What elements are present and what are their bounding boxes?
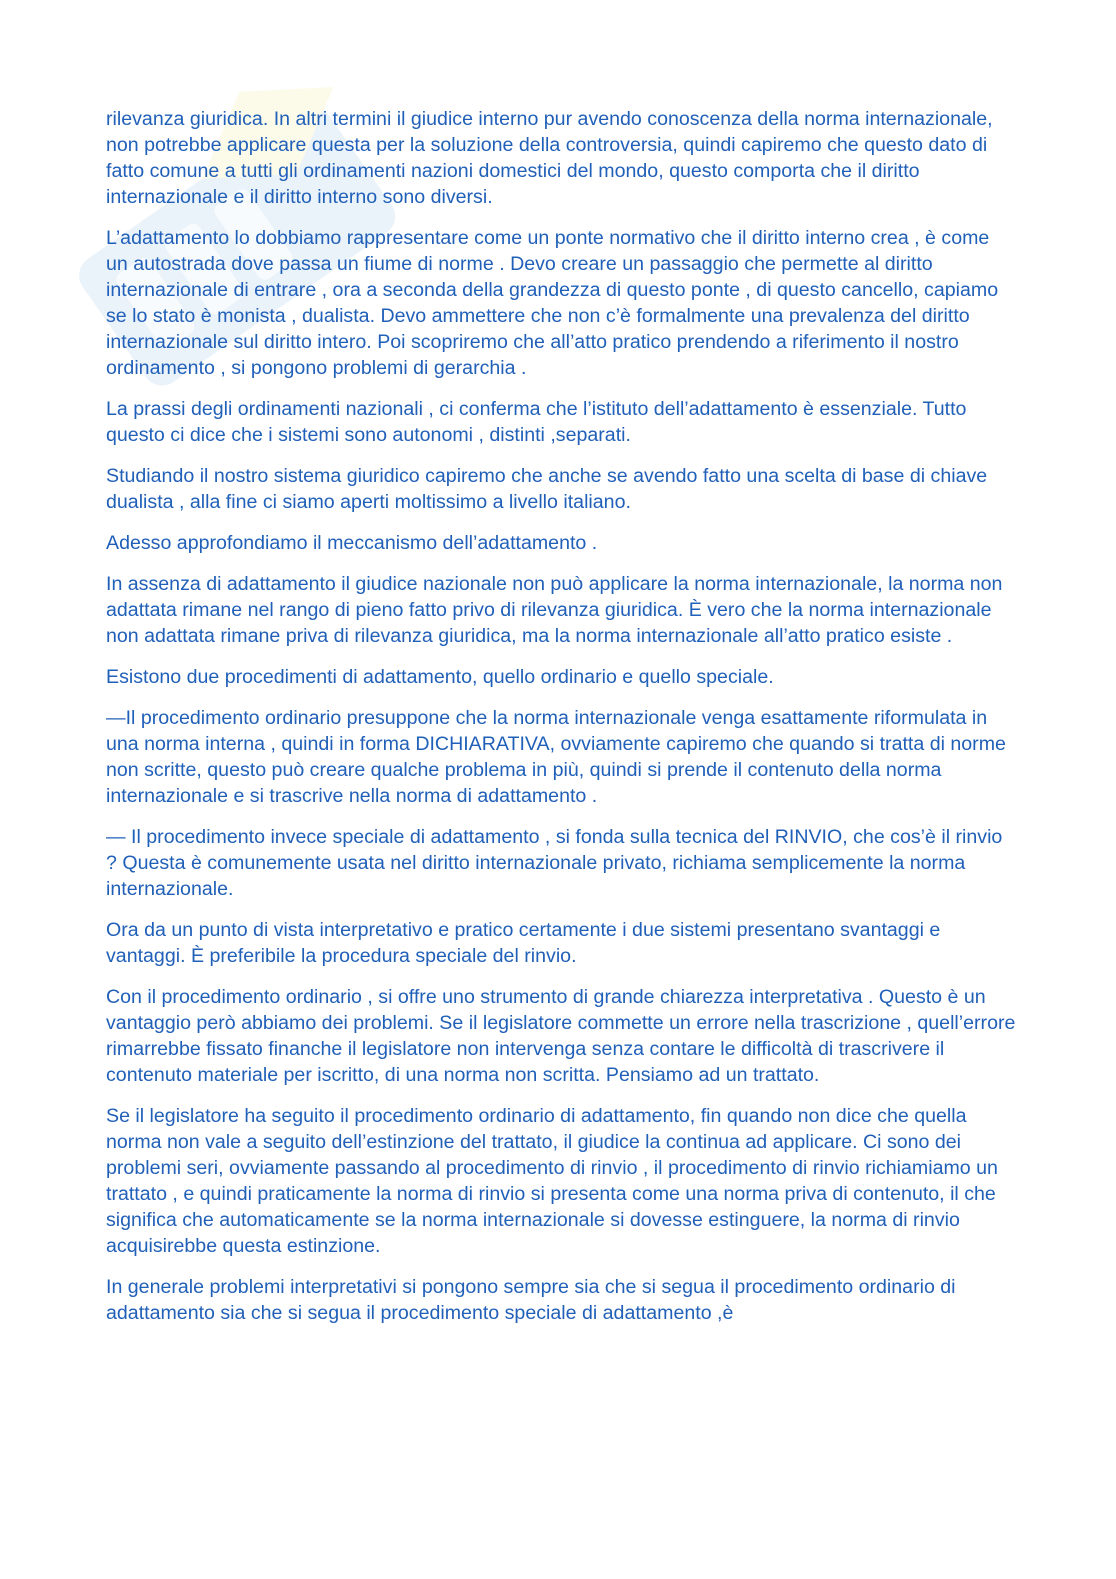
paragraph: Adesso approfondiamo il meccanismo dell’adattamento .: [106, 532, 598, 554]
paragraph: In generale problemi interpretativi si pongono sempre sia che si segua il procedimento ordinario di adattamento sia che si segua il procedimento speciale di adattamento ,è: [106, 1276, 956, 1324]
paragraph: Studiando il nostro sistema giuridico capiremo che anche se avendo fatto una scelta di base di chiave dualista , alla fine ci siamo aperti moltissimo a livello italiano.: [106, 465, 988, 513]
paragraph: rilevanza giuridica. In altri termini il giudice interno pur avendo conoscenza della norma internazionale, non potrebbe applicare questa per la soluzione della controversia, quindi capiremo che questo dato di fatto comune a tutti gli ordinamenti nazioni domestici del mondo, questo comporta che il diritto internazionale e il diritto interno sono diversi.: [106, 108, 993, 208]
paragraph: Se il legislatore ha seguito il procedimento ordinario di adattamento, fin quando non dice che quella norma non vale a seguito dell’estinzione del trattato, il giudice la continua ad applicare. Ci sono dei problemi seri, ovviamente passando al procedimento di rinvio , il procedimento di rinvio richiamiamo un trattato , e quindi praticamente la norma di rinvio si presenta come una norma priva di contenuto, il che significa che automaticamente se la norma internazionale si dovesse estinguere, la norma di rinvio acquisirebbe questa estinzione.: [106, 1105, 998, 1257]
paragraph: La prassi degli ordinamenti nazionali , ci conferma che l’istituto dell’adattamento è essenziale. Tutto questo ci dice che i sistemi sono autonomi , distinti ,separati.: [106, 398, 967, 446]
document-body: [106, 106, 1016, 1341]
paragraph: —Il procedimento ordinario presuppone che la norma internazionale venga esattamente riformulata in una norma interna , quindi in forma DICHIARATIVA, ovviamente capiremo che quando si tratta di norme non scritte, questo può creare qualche problema in più, quindi si prende il contenuto della norma internazionale e si trascrive nella norma di adattamento .: [106, 707, 1006, 807]
paragraph: Ora da un punto di vista interpretativo e pratico certamente i due sistemi presentano svantaggi e vantaggi. È preferibile la procedura speciale del rinvio.: [106, 919, 941, 967]
paragraph: — Il procedimento invece speciale di adattamento , si fonda sulla tecnica del RINVIO, che cos’è il rinvio ? Questa è comunemente usata nel diritto internazionale privato, richiama semplicemente la norma internazionale.: [106, 826, 1003, 900]
paragraph: Con il procedimento ordinario , si offre uno strumento di grande chiarezza interpretativa . Questo è un vantaggio però abbiamo dei problemi. Se il legislatore commette un errore nella trascrizione , quell’errore rimarrebbe fissato finanche il legislatore non intervenga senza contare le difficoltà di trascrivere il contenuto materiale per iscritto, di una norma non scritta. Pensiamo ad un trattato.: [106, 986, 1016, 1086]
paragraph: Esistono due procedimenti di adattamento, quello ordinario e quello speciale.: [106, 666, 774, 688]
paragraph: In assenza di adattamento il giudice nazionale non può applicare la norma internazionale, la norma non adattata rimane nel rango di pieno fatto privo di rilevanza giuridica. È vero che la norma internazionale non adattata rimane priva di rilevanza giuridica, ma la norma internazionale all’atto pratico esiste .: [106, 573, 1003, 647]
paragraph: L’adattamento lo dobbiamo rappresentare come un ponte normativo che il diritto interno crea , è come un autostrada dove passa un fiume di norme . Devo creare un passaggio che permette al diritto internazionale di entrare , ora a seconda della grandezza di questo ponte , di questo cancello, capiamo se lo stato è monista , dualista. Devo ammettere che non c’è formalmente una prevalenza del diritto internazionale sul diritto intero. Poi scopriremo che all’atto pratico prendendo a riferimento il nostro ordinamento , si pongono problemi di gerarchia .: [106, 227, 999, 379]
